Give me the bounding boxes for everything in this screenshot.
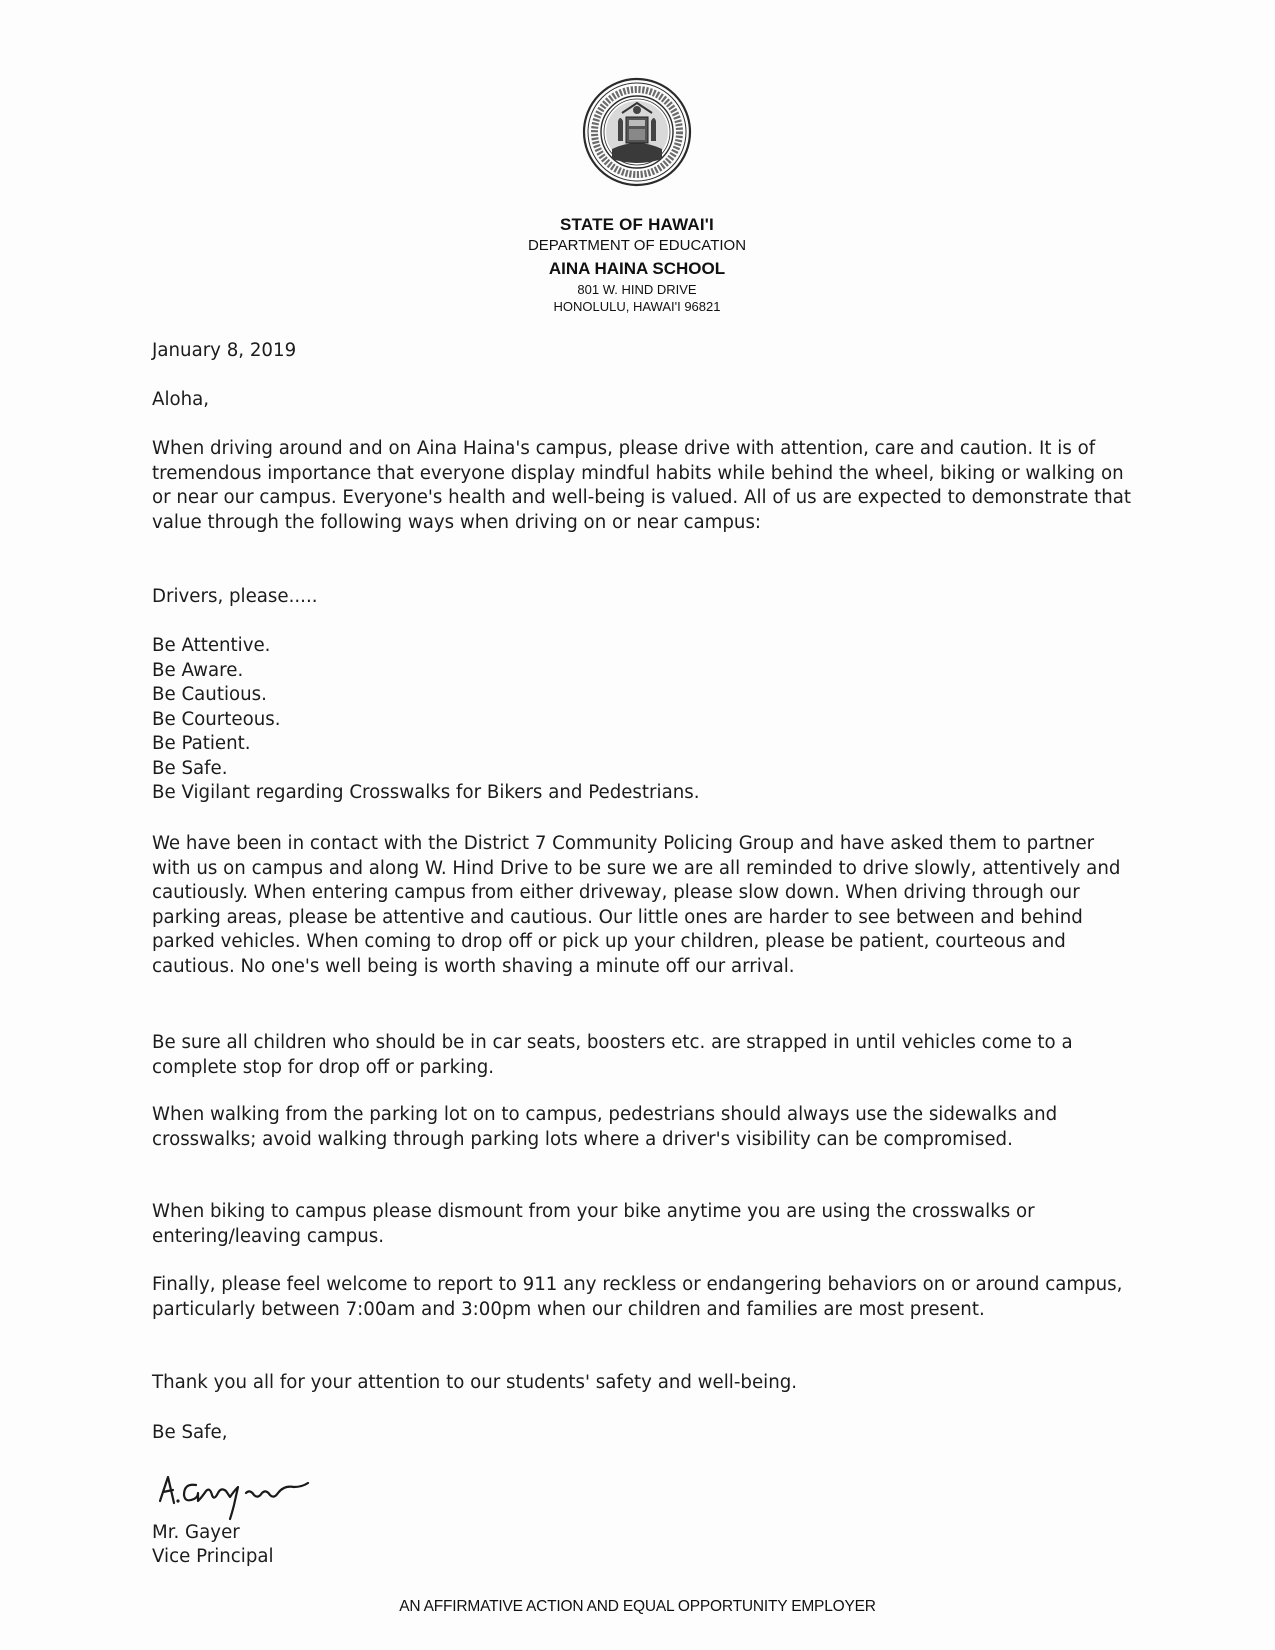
rule-item: Be Safe. xyxy=(152,757,228,779)
rule-item: Be Courteous. xyxy=(152,708,281,730)
rule-item: Be Attentive. xyxy=(152,635,271,656)
letterhead-address-line1: 801 W. HIND DRIVE xyxy=(577,282,697,297)
signer-title: Vice Principal xyxy=(152,1546,274,1567)
rule-item: Be Vigilant regarding Crosswalks for Bikers and Pedestrians. xyxy=(152,782,700,803)
letterhead xyxy=(437,214,837,316)
signature xyxy=(154,1465,324,1525)
state-seal-icon xyxy=(582,77,692,187)
letter-date: January 8, 2019 xyxy=(152,340,297,361)
drivers-intro: Drivers, please..... xyxy=(152,586,318,607)
driver-rules-list xyxy=(152,634,1132,806)
letterhead-state: STATE OF HAWAI'I xyxy=(560,215,714,234)
letter-closing: Be Safe, xyxy=(152,1422,228,1443)
paragraph-car-seats: Be sure all children who should be in car seats, boosters etc. are strapped in until vehicles come to a complete stop for drop off or parking. xyxy=(152,1032,1073,1078)
letterhead-department: DEPARTMENT OF EDUCATION xyxy=(527,237,747,254)
rule-item: Be Patient. xyxy=(152,733,251,754)
paragraph-report-911: Finally, please feel welcome to report to 911 any reckless or endangering behaviors on or around campus, particularly between 7:00am and 3:00pm when our children and families are most present. xyxy=(152,1274,1123,1320)
signer-name: Mr. Gayer xyxy=(152,1522,240,1543)
rule-item: Be Cautious. xyxy=(152,684,267,705)
rule-item: Be Aware. xyxy=(152,659,244,681)
paragraph-community-policing: We have been in contact with the District 7 Community Policing Group and have asked them to partner with us on campus and along W. Hind Drive to be sure we are all reminded to drive slowly, attentively and cautiously. When entering campus from either driveway, please slow down. When driving through our parking areas, please be attentive and cautious. Our little ones are harder to see between and behind parked vehicles. When coming to drop off or pick up your children, please be patient, courteous and cautious. No one's well being is worth shaving a minute off our arrival. xyxy=(152,833,1121,977)
letterhead-address-line2: HONOLULU, HAWAI'I 96821 xyxy=(553,299,721,314)
paragraph-biking: When biking to campus please dismount from your bike anytime you are using the crosswalks or entering/leaving campus. xyxy=(152,1201,1035,1247)
letterhead-school: AINA HAINA SCHOOL xyxy=(548,259,726,278)
paragraph-driving-attention: When driving around and on Aina Haina's campus, please drive with attention, care and caution. It is of tremendous importance that everyone display mindful habits while behind the wheel, biking or walking on or near our campus. Everyone's health and well-being is valued. All of us are expected to demonstrate that value through the following ways when driving on or near campus: xyxy=(152,438,1132,533)
letter-salutation: Aloha, xyxy=(152,389,210,410)
paragraph-thank-you: Thank you all for your attention to our students' safety and well-being. xyxy=(152,1372,798,1393)
paragraph-pedestrians: When walking from the parking lot on to campus, pedestrians should always use the sidewalks and crosswalks; avoid walking through parking lots where a driver's visibility can be compromised. xyxy=(152,1104,1058,1150)
footer-eeo-statement: AN AFFIRMATIVE ACTION AND EQUAL OPPORTUNITY EMPLOYER xyxy=(399,1598,876,1615)
